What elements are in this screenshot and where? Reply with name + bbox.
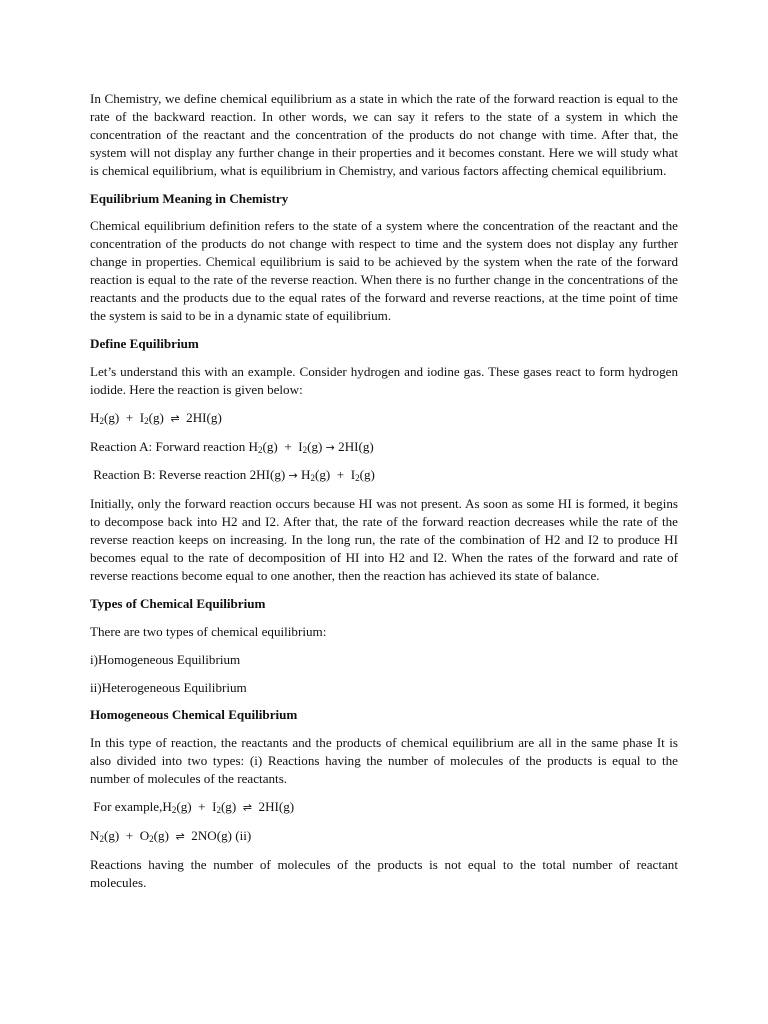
eq-subscript: 2 xyxy=(258,444,263,455)
eq-text: (g) xyxy=(220,799,243,815)
type-homogeneous-item: i)Homogeneous Equilibrium xyxy=(90,651,241,667)
eq-subscript: 2 xyxy=(99,834,104,844)
eq-text: N xyxy=(90,828,100,843)
equation-h2-i2 xyxy=(90,409,678,428)
eq-text: (g) + O xyxy=(103,828,150,843)
equation-n2-o2 xyxy=(90,827,678,846)
example-paragraph: Let’s understand this with an example. Consider hydrogen and iodine gas. These gases react to form hydrogen iodide. Here the reaction is given below: xyxy=(90,363,678,397)
eq-subscript: 2 xyxy=(171,805,177,816)
heading-define-equilibrium: Define Equilibrium xyxy=(90,335,199,351)
eq-text: (g) + I xyxy=(262,438,303,454)
equilibrium-arrow-icon: ⇌ xyxy=(170,411,180,425)
eq-text: Reaction B: Reverse reaction 2HI(g) xyxy=(90,467,289,483)
heading-types-equilibrium: Types of Chemical Equilibrium xyxy=(90,595,266,611)
eq-text: (g) xyxy=(359,467,375,483)
not-equal-paragraph: Reactions having the number of molecules of the products is not equal to the total number of reactant molecules. xyxy=(90,856,678,890)
equation-reaction-b xyxy=(90,466,678,485)
document-page xyxy=(90,90,678,902)
forward-arrow-icon: → xyxy=(325,440,335,454)
eq-subscript: 2 xyxy=(149,834,154,844)
eq-subscript: 2 xyxy=(216,805,221,816)
heading-equilibrium-meaning: Equilibrium Meaning in Chemistry xyxy=(90,190,289,206)
homogeneous-paragraph: In this type of reaction, the reactants and the products of chemical equilibrium are all in the same phase It is also divided into two types: (i) Reactions having the number of molecules of the products is equal to the number of molecules of the reactants. xyxy=(90,735,678,787)
eq-subscript: 2 xyxy=(310,473,315,484)
eq-text: (g) xyxy=(148,409,171,425)
forward-arrow-icon: → xyxy=(288,469,298,483)
heading-homogeneous: Homogeneous Chemical Equilibrium xyxy=(90,707,298,723)
eq-text: 2HI(g) xyxy=(334,438,374,454)
eq-text: Reaction A: Forward reaction H xyxy=(90,438,258,454)
eq-text: 2HI(g) xyxy=(251,799,295,815)
eq-text: 2NO(g) (ii) xyxy=(184,828,252,843)
eq-text: (g) xyxy=(307,438,326,454)
equation-reaction-a xyxy=(90,438,678,457)
eq-text: 2HI(g) xyxy=(179,409,222,425)
eq-text: For example,H xyxy=(90,799,172,815)
eq-text: H xyxy=(90,409,100,425)
type-heterogeneous-item: ii)Heterogeneous Equilibrium xyxy=(90,679,247,695)
eq-text: (g) + I xyxy=(314,467,356,483)
meaning-paragraph: Chemical equilibrium definition refers to the state of a system where the concentration of the reactant and the concentration of the products do not change with respect to time and the system does not display any further change in properties. Chemical equilibrium is said to be achieved by the system when the rate of the forward reaction is equal to the rate of the reverse reaction. When there is no further change in the concentrations of the reactants and the products due to the equal rates of the forward and reverse reactions, at the time point of time the system is said to be in a dynamic state of equilibrium. xyxy=(90,218,678,323)
equation-example xyxy=(90,798,678,817)
equilibrium-arrow-icon: ⇌ xyxy=(242,801,252,815)
eq-subscript: 2 xyxy=(99,415,104,426)
eq-subscript: 2 xyxy=(144,415,149,426)
eq-text: (g) + I xyxy=(103,409,145,425)
eq-subscript: 2 xyxy=(355,473,360,484)
eq-text: (g) + I xyxy=(176,799,217,815)
two-types-paragraph: There are two types of chemical equilibrium: xyxy=(90,623,327,639)
equilibrium-arrow-icon: ⇌ xyxy=(175,830,185,843)
initially-paragraph: Initially, only the forward reaction occurs because HI was not present. As soon as some HI is formed, it begins to decompose back into H2 and I2. After that, the rate of the forward reaction decreases while the rate of the reverse reaction keeps on increasing. In the long run, the rate of the combination of H2 and I2 to produce HI becomes equal to the rate of decomposition of HI into H2 and I2. When the rates of the forward and rate of reverse reactions become equal to one another, then the reaction has achieved its state of balance. xyxy=(90,496,678,583)
eq-text: H xyxy=(297,467,311,483)
eq-text: (g) xyxy=(153,828,176,843)
intro-paragraph: In Chemistry, we define chemical equilibrium as a state in which the rate of the forward reaction is equal to the rate of the backward reaction. In other words, we can say it refers to the state of a system in which the concentration of the reactant and the concentration of the products do not change with time. After that, the system will not display any further change in their properties and it becomes constant. Here we will study what is chemical equilibrium, what is equilibrium in Chemistry, and various factors affecting chemical equilibrium. xyxy=(90,91,678,178)
eq-subscript: 2 xyxy=(302,444,308,455)
